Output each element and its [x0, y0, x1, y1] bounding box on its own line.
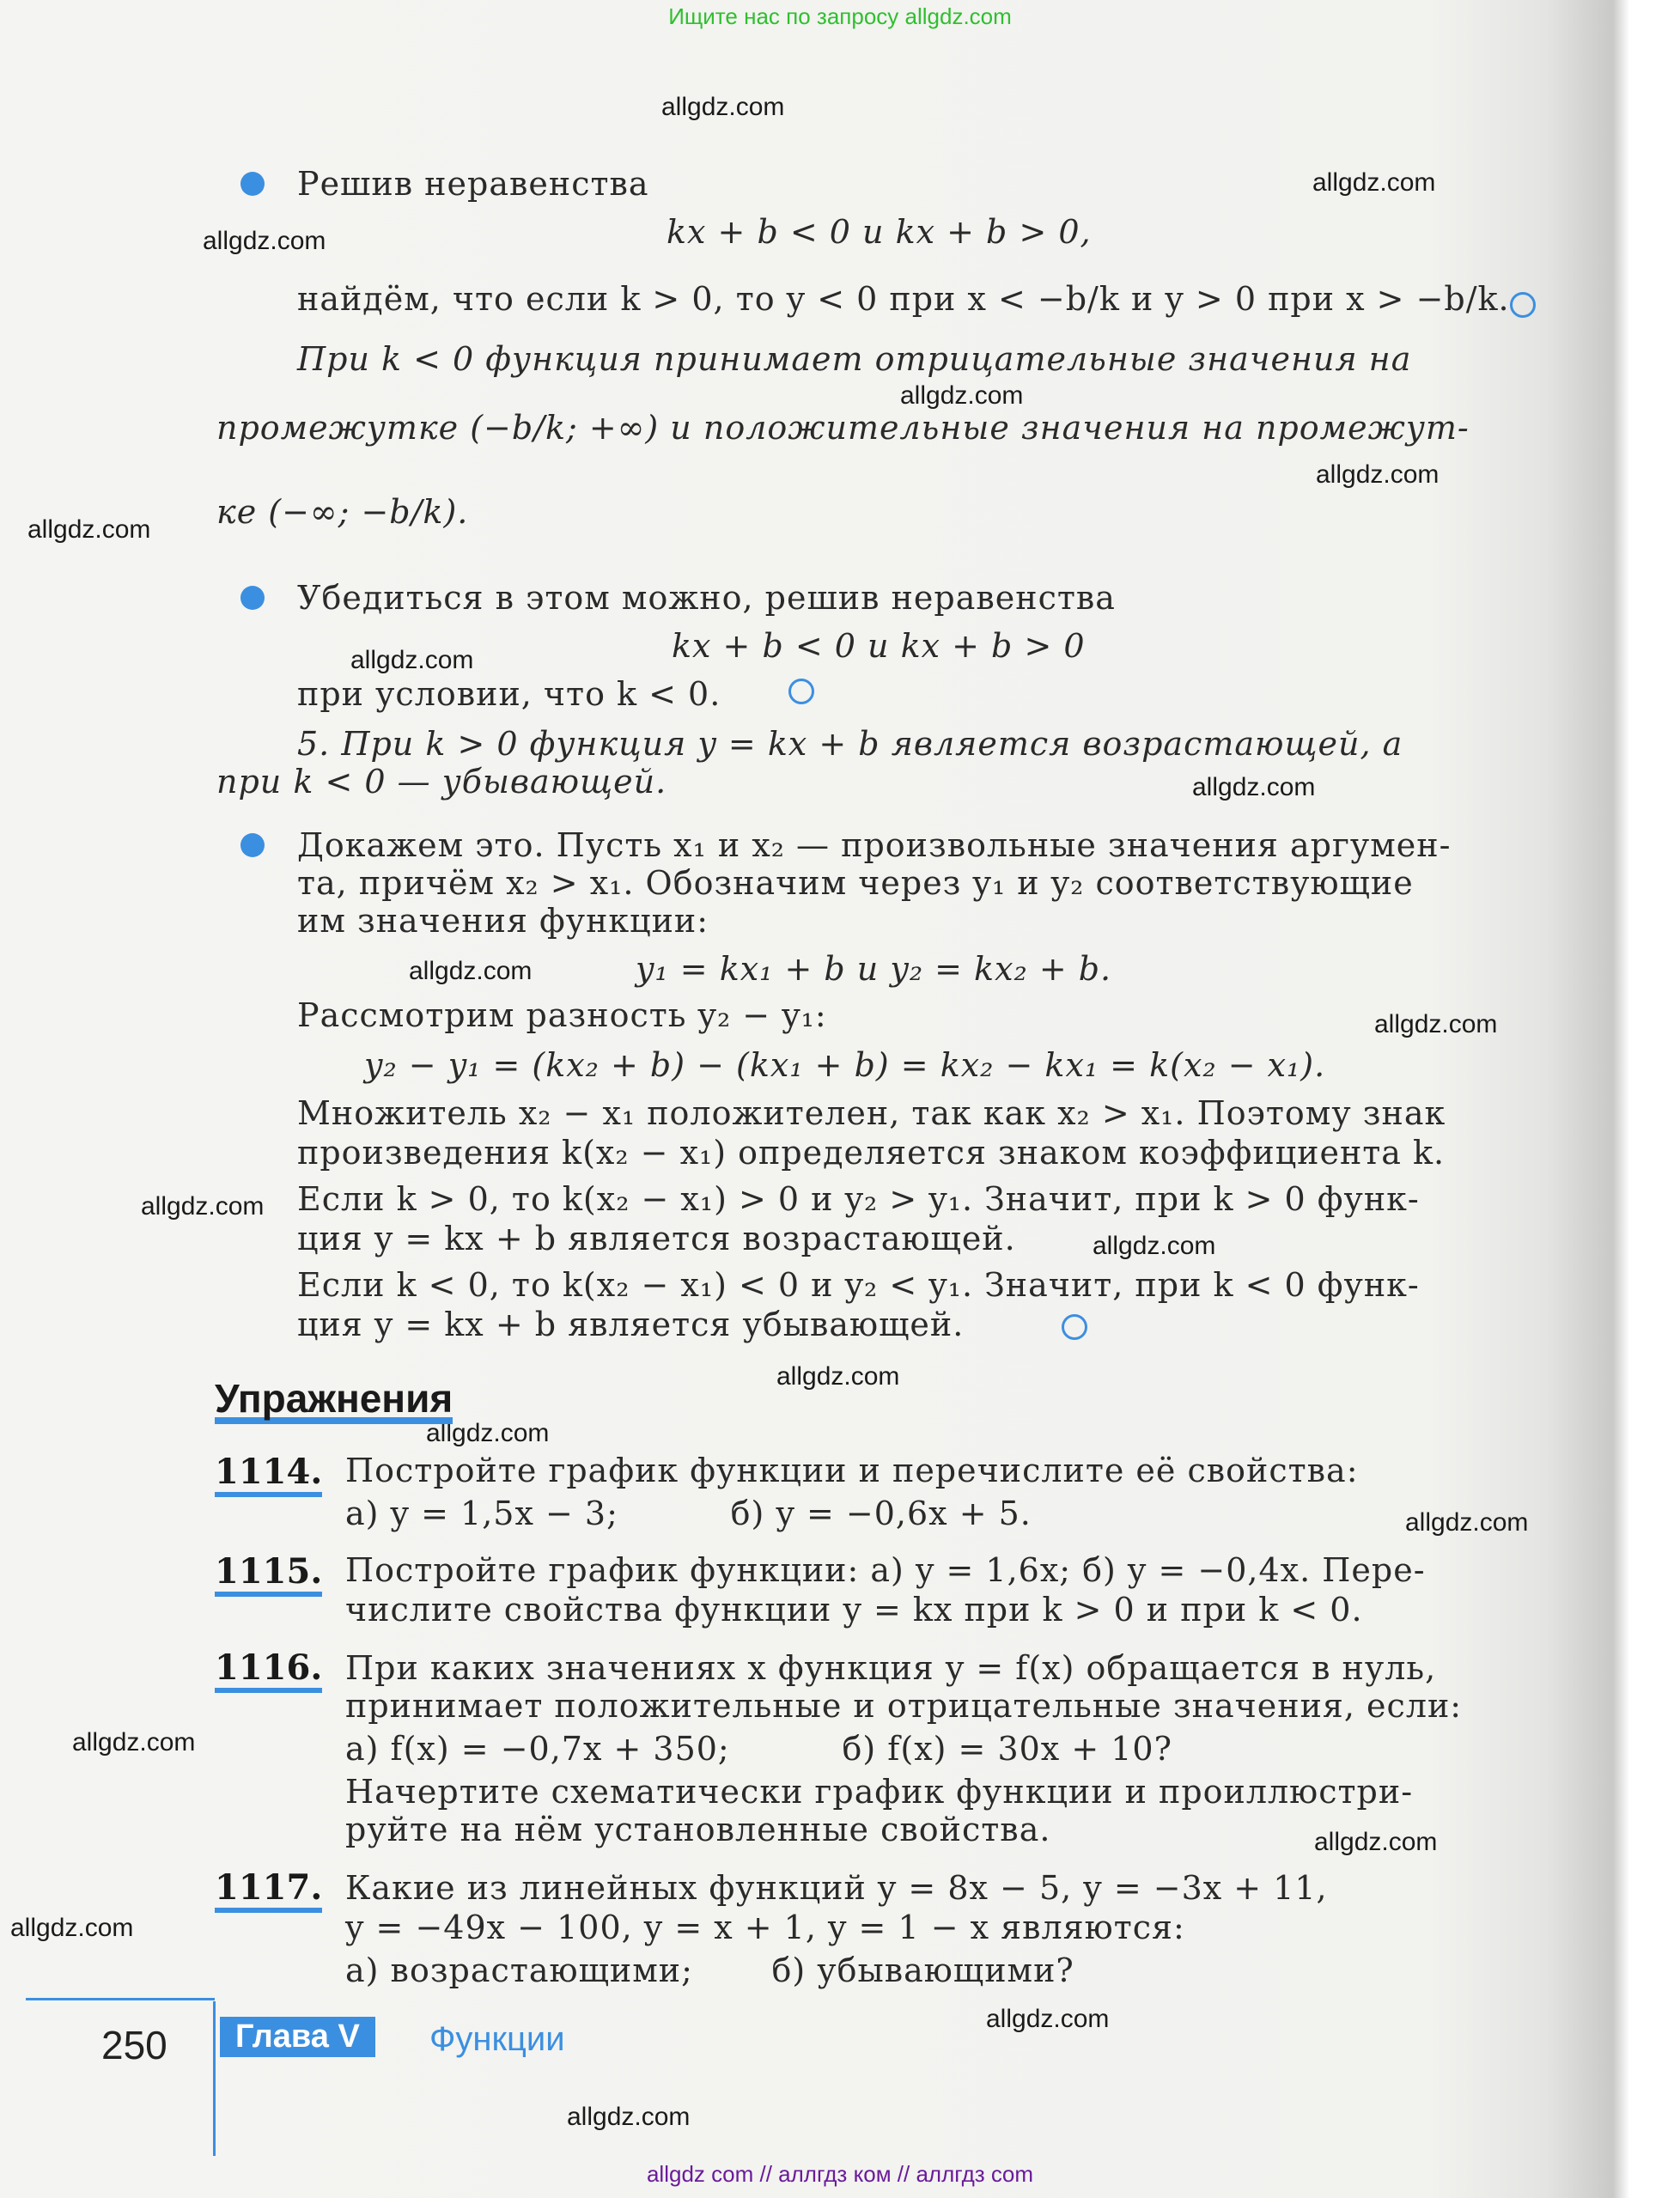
end-of-proof-icon	[788, 679, 814, 704]
formula-line: y₂ − y₁ = (kx₂ + b) − (kx₁ + b) = kx₂ − kx₁ = k(x₂ − x₁).	[364, 1046, 1326, 1084]
end-of-proof-icon	[1062, 1314, 1087, 1340]
watermark: allgdz.com	[1093, 1232, 1216, 1260]
exercise-number: 1114.	[215, 1452, 322, 1497]
bullet-icon	[240, 833, 265, 857]
exercise-number: 1117.	[215, 1867, 322, 1913]
end-of-proof-icon	[1510, 292, 1536, 318]
watermark: allgdz.com	[409, 957, 533, 985]
exercise-text: Постройте график функции: а) y = 1,6x; б) y = −0,4x. Пере-	[345, 1551, 1426, 1589]
watermark: allgdz.com	[1192, 773, 1316, 801]
exercise-number: 1116.	[215, 1647, 322, 1693]
footer-rule	[213, 2001, 216, 2156]
watermark: allgdz.com	[72, 1728, 196, 1757]
text-line: При k < 0 функция принимает отрицательные значения на	[297, 340, 1412, 378]
bullet-icon	[240, 586, 265, 610]
exercise-text: числите свойства функции y = kx при k > 0 и при k < 0.	[345, 1591, 1363, 1629]
formula-line: kx + b < 0 и kx + b > 0	[672, 627, 1086, 665]
text-line: найдём, что если k > 0, то y < 0 при x < −b/k и y > 0 при x > −b/k.	[297, 280, 1510, 318]
exercise-text: Постройте график функции и перечислите её свойства:	[345, 1452, 1359, 1489]
exercise-text: а) возрастающими; б) убывающими?	[345, 1951, 1074, 1989]
watermark: allgdz.com	[10, 1914, 134, 1942]
watermark: allgdz.com	[1405, 1508, 1529, 1537]
bullet-icon	[240, 172, 265, 196]
text-line: Решив неравенства	[297, 165, 649, 203]
theorem-line: при k < 0 — убывающей.	[216, 763, 667, 801]
watermark: allgdz.com	[986, 2005, 1110, 2033]
exercise-text: При каких значениях x функция y = f(x) обращается в нуль,	[345, 1649, 1437, 1687]
text-line: им значения функции:	[297, 902, 709, 940]
watermark: allgdz.com	[1312, 168, 1436, 197]
watermark: allgdz.com	[567, 2103, 691, 2131]
watermark: allgdz.com	[1374, 1010, 1498, 1038]
chapter-title: Функции	[429, 2020, 565, 2058]
chapter-label: Глава V	[220, 2017, 375, 2057]
text-line: Рассмотрим разность y₂ − y₁:	[297, 996, 827, 1034]
watermark: allgdz.com	[426, 1419, 550, 1447]
page-number: 250	[101, 2023, 167, 2067]
watermark: allgdz.com	[27, 515, 151, 544]
watermark: allgdz.com	[900, 381, 1024, 410]
bottom-banner[interactable]: allgdz com // аллгдз ком // аллгдз com	[646, 2161, 1034, 2187]
top-banner[interactable]: Ищите нас по запросу allgdz.com	[668, 3, 1012, 29]
text-line: произведения k(x₂ − x₁) определяется знаком коэффициента k.	[297, 1134, 1446, 1172]
watermark: allgdz.com	[203, 227, 326, 255]
text-line: та, причём x₂ > x₁. Обозначим через y₁ и y₂ соответствующие	[297, 864, 1414, 902]
watermark: allgdz.com	[661, 93, 785, 121]
formula-line: kx + b < 0 и kx + b > 0,	[667, 213, 1092, 251]
exercise-text: а) f(x) = −0,7x + 350; б) f(x) = 30x + 10?	[345, 1730, 1172, 1768]
footer-rule	[26, 1998, 215, 2000]
watermark: allgdz.com	[141, 1192, 265, 1221]
text-line: при условии, что k < 0.	[297, 675, 721, 713]
formula-line: y₁ = kx₁ + b и y₂ = kx₂ + b.	[636, 950, 1112, 988]
text-line: Множитель x₂ − x₁ положителен, так как x₂ > x₁. Поэтому знак	[297, 1094, 1446, 1132]
watermark: allgdz.com	[1314, 1828, 1438, 1856]
exercise-text: Какие из линейных функций y = 8x − 5, y = −3x + 11,	[345, 1869, 1328, 1907]
watermark: allgdz.com	[776, 1362, 900, 1391]
theorem-line: 5. При k > 0 функция y = kx + b является возрастающей, а	[297, 725, 1403, 763]
exercise-text: принимает положительные и отрицательные значения, если:	[345, 1687, 1463, 1725]
text-line: ция y = kx + b является убывающей.	[297, 1306, 965, 1343]
text-line: Если k < 0, то k(x₂ − x₁) < 0 и y₂ < y₁. Значит, при k < 0 функ-	[297, 1266, 1420, 1304]
exercise-text: руйте на нём установленные свойства.	[345, 1811, 1051, 1848]
text-line: промежутке (−b/k; +∞) и положительные значения на промежут-	[216, 409, 1470, 447]
text-line: Если k > 0, то k(x₂ − x₁) > 0 и y₂ > y₁. Значит, при k > 0 функ-	[297, 1180, 1420, 1218]
text-line: Убедиться в этом можно, решив неравенства	[297, 579, 1116, 617]
text-line: ция y = kx + b является возрастающей.	[297, 1220, 1016, 1257]
text-line: Докажем это. Пусть x₁ и x₂ — произвольные значения аргумен-	[297, 826, 1452, 864]
watermark: allgdz.com	[1316, 460, 1440, 489]
exercise-text: а) y = 1,5x − 3; б) y = −0,6x + 5.	[345, 1495, 1032, 1532]
exercise-number: 1115.	[215, 1551, 322, 1597]
watermark: allgdz.com	[350, 646, 474, 674]
exercise-text: y = −49x − 100, y = x + 1, y = 1 − x являются:	[345, 1909, 1185, 1946]
text-line: ке (−∞; −b/k).	[216, 493, 469, 531]
section-title: Упражнения	[215, 1379, 453, 1424]
exercise-text: Начертите схематически график функции и проиллюстри-	[345, 1773, 1414, 1811]
